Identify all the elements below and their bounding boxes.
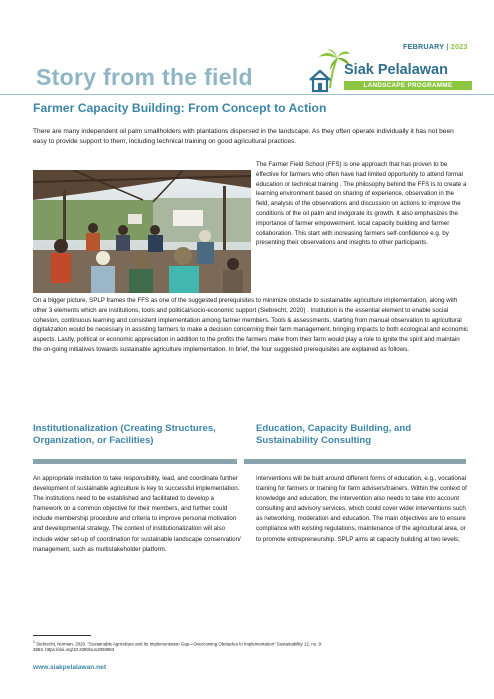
date-separator: |	[446, 42, 449, 51]
section-education-title: Education, Capacity Building, and Sustainability Consulting	[256, 423, 412, 447]
section-institutionalization-title: Institutionalization (Creating Structures, Organization, or Facilities)	[33, 423, 216, 447]
section-institutionalization-body: An appropriate institution to take responsibility, lead, and coordinate further development of sustainable agriculture is key to successful implementation. The institutions need to be established and facilitated to develop a framework on a common objective for their members, and further could include membership procedure and criteria to improve personal motivation and developmental strategy. The context of institutionalization will also include wider set-up of coordination for sustainable landscape conservation/ management, such as multistakeholder platform.	[33, 475, 241, 553]
header-divider	[0, 94, 494, 95]
bigger-picture-paragraph: On a bigger picture, SPLP frames the FFS as one of the suggested prerequisites to minimize obstacle to sustainable agriculture implementation, along with other 3 elements which are institutions, tools and political/socio-economic support (Siebrecht, 2020) . Institution is the essential element to enable social cohesion, continuous learning and consistent implementation among farmer members. Tools & assessments, starting from manual observation to agricultural digitalization would be necessary in assisting farmers to make a decision concerning their farm management, bringing impacts to both ecological and economic aspects. Lastly, political or economic appreciation in addition to the profits the farmers make from their farm would play a role to ignite the spirit and maintain the on-going initiatives towards sustainable agriculture implementation. In brief, the four suggested prerequisites are explained as follows.	[33, 297, 469, 353]
logo-name: Siak Pelalawan	[344, 62, 448, 78]
programme-logo	[306, 48, 472, 94]
section-divider-left	[33, 459, 237, 464]
issue-year: 2023	[450, 42, 468, 51]
issue-month: FEBRUARY	[403, 42, 445, 51]
farmer-field-school-photo	[33, 170, 251, 293]
intro-paragraph: There are many independent oil palm smallholders with plantations dispersed in the landscape. As they often operate individually it has not been easy to provide support to them, including technical training on good agricultural practices.	[33, 128, 454, 145]
footnote	[33, 640, 333, 653]
article-title: Farmer Capacity Building: From Concept to Action	[33, 101, 327, 115]
footnote-text: Siebrecht, Norman. 2020. "Sustainable Agriculture and Its Implementation Gap—Overcoming Obstacles to Implementation" Sustainability 12, no. 9: 3853. https://doi.org/10.3390/su12093853	[33, 641, 323, 653]
ffs-paragraph: The Farmer Field School (FFS) is one approach that has proven to be effective for farmers who often have had limited opportunity to attend formal education or technical training . The philosophy behind the FFS is to create a learning environment based on sharing of experience, observation in the field, analysis of the observations and discussion on actions to improve the conditions of the oil palm and invigorate its growth. It also emphasizes the importance of farmer empowerment, local capacity building and farmer collaboration. This start with increasing farmers self-confidence e.g. by presenting their observations and insights to other participants.	[256, 161, 467, 247]
footnote-marker: 1	[33, 640, 35, 644]
section-label: Story from the field	[36, 64, 253, 90]
section-education-body: Interventions will be built around different forms of education, e.g., vocational training for farmers or training for farm advisers/trainers. Within the context of knowledge and education, the intervention also needs to take into account consulting and advisory services, which could cover wider interventions such as networking, moderation and education. The main objectives are to ensure compliance with existing regulations, maintenance of the agricultural area, or to promote entrepreneurship. SPLP aims at capacity building at two levels;	[256, 475, 467, 543]
logo-subtitle: LANDSCAPE PROGRAMME	[344, 81, 472, 90]
website-link[interactable]: www.siakpelalawan.net	[33, 664, 107, 671]
footnote-divider	[33, 635, 91, 636]
section-divider-right	[244, 459, 466, 464]
